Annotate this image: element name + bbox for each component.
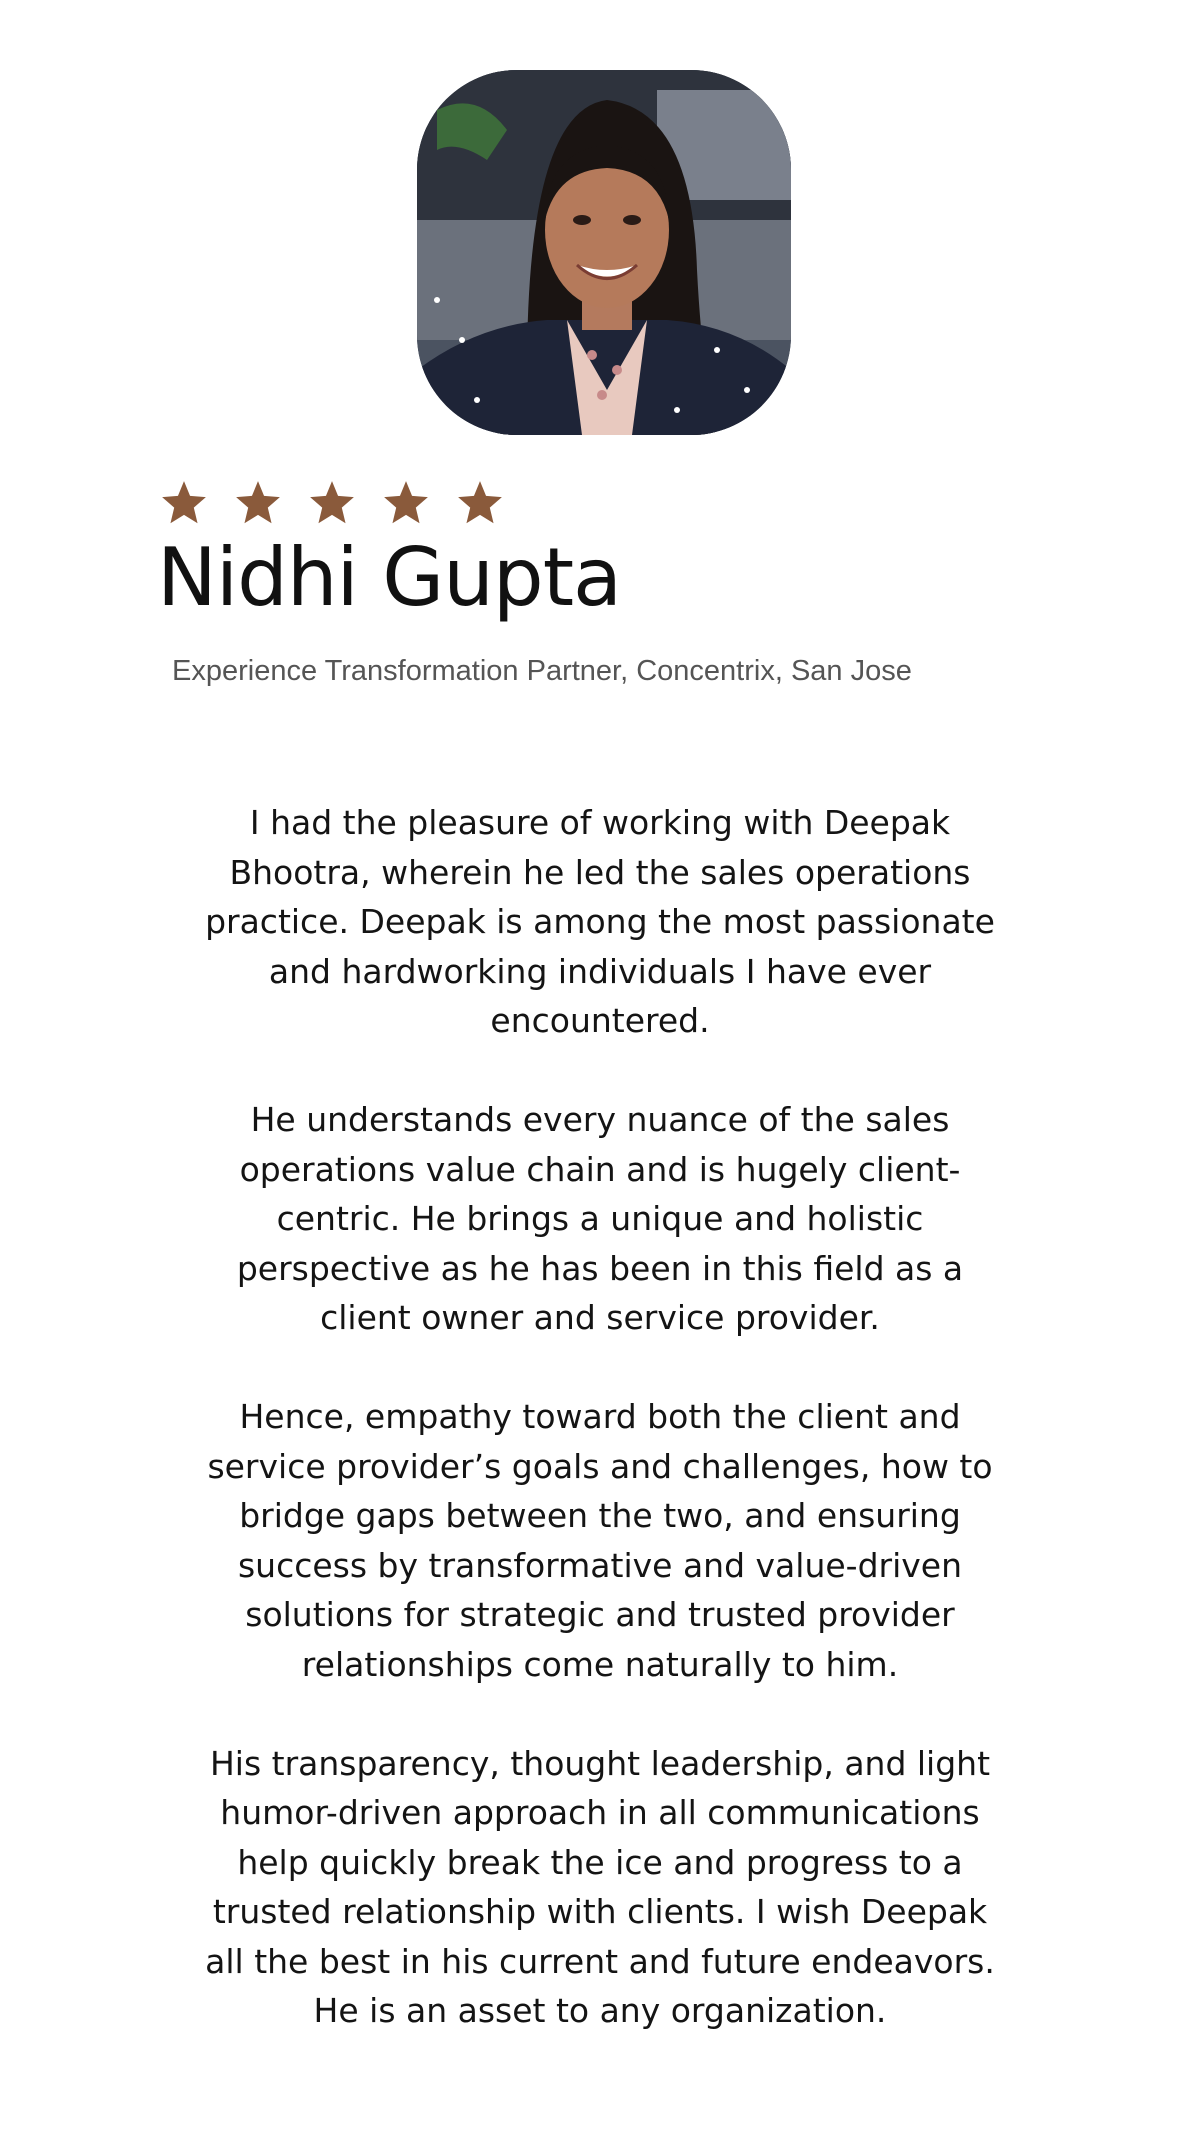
testimonial-paragraph: He understands every nuance of the sales operations value chain and is hugely client-centric. He brings a unique and holistic perspective as he has been in this field as a client owner and service provider.	[236, 1100, 964, 1337]
star-icon	[454, 478, 506, 528]
reviewer-name: Nidhi Gupta	[157, 531, 622, 624]
star-icon	[158, 478, 210, 528]
star-icon	[232, 478, 284, 528]
profile-photo-illustration	[417, 70, 791, 435]
star-icon	[306, 478, 358, 528]
testimonial-text	[150, 798, 1050, 2085]
profile-photo	[417, 70, 791, 435]
testimonial-paragraph: His transparency, thought leadership, and light humor-driven approach in all communications help quickly break the ice and progress to a trusted relationship with clients. I wish Deepak all the best in his current and future endeavors. He is an asset to any organization.	[205, 1743, 995, 2030]
star-rating	[158, 478, 506, 528]
reviewer-role: Experience Transformation Partner, Concentrix, San Jose	[172, 655, 912, 687]
testimonial-paragraph: I had the pleasure of working with Deepak Bhootra, wherein he led the sales operations practice. Deepak is among the most passionate and hardworking individuals I have ever encountered.	[205, 803, 995, 1040]
testimonial-paragraph: Hence, empathy toward both the client and service provider’s goals and challenges, how to bridge gaps between the two, and ensuring success by transformative and value-driven solutions for strategic and trusted provider relationships come naturally to him.	[207, 1397, 993, 1684]
star-icon	[380, 478, 432, 528]
